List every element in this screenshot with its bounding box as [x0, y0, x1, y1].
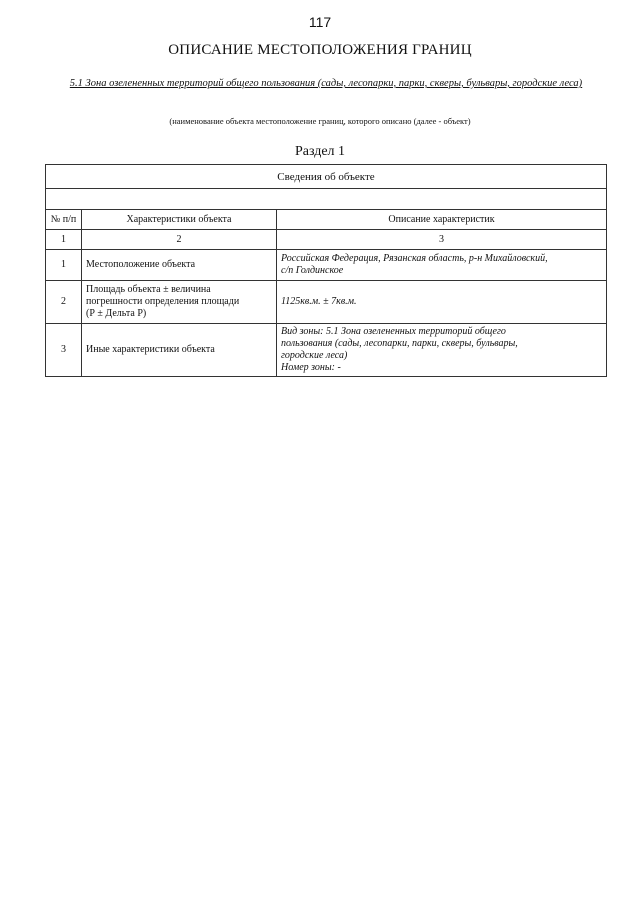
characteristic-line: (Р ± Дельта Р) [86, 308, 147, 319]
column-number-1: 1 [46, 230, 82, 250]
table-row [46, 281, 607, 324]
description-line: городские леса) [281, 350, 348, 361]
row-characteristic [82, 281, 277, 324]
object-info-table [45, 164, 607, 377]
characteristic-line: Площадь объекта ± величина [86, 284, 211, 295]
description-line: Номер зоны: - [281, 362, 341, 373]
table-empty-row [46, 189, 607, 210]
row-description [277, 324, 607, 377]
table-row [46, 324, 607, 377]
table-row [46, 250, 607, 281]
description-line: 1125кв.м. ± 7кв.м. [281, 296, 357, 307]
column-number-row [46, 230, 607, 250]
description-line: Вид зоны: 5.1 Зона озелененных территорий общего [281, 326, 506, 337]
object-caption: (наименование объекта местоположение границ, которого описано (далее - объект) [169, 116, 471, 126]
document-title: ОПИСАНИЕ МЕСТОПОЛОЖЕНИЯ ГРАНИЦ [168, 42, 472, 58]
characteristic-line: погрешности определения площади [86, 296, 240, 307]
description-line: с/п Голдинское [281, 265, 344, 276]
row-number: 3 [46, 324, 82, 377]
row-characteristic: Иные характеристики объекта [82, 324, 277, 377]
page-number: 117 [308, 14, 332, 30]
column-header-description: Описание характеристик [277, 210, 607, 230]
row-description [277, 250, 607, 281]
section-title: Раздел 1 [294, 144, 346, 159]
description-line: пользования (сады, лесопарки, парки, скверы, бульвары, [281, 338, 518, 349]
column-number-2: 2 [82, 230, 277, 250]
column-header-characteristics: Характеристики объекта [82, 210, 277, 230]
table-header: Сведения об объекте [46, 165, 607, 189]
table-empty-cell [46, 189, 607, 210]
column-header-num: № п/п [46, 210, 82, 230]
column-header-row [46, 210, 607, 230]
row-description [277, 281, 607, 324]
row-number: 1 [46, 250, 82, 281]
row-number: 2 [46, 281, 82, 324]
column-number-3: 3 [277, 230, 607, 250]
description-line: Российская Федерация, Рязанская область, р-н Михайловский, [281, 253, 548, 264]
table-header-row [46, 165, 607, 189]
object-name: 5.1 Зона озелененных территорий общего пользования (сады, лесопарки, парки, скверы, бульвары, городские леса) [69, 78, 583, 89]
row-characteristic: Местоположение объекта [82, 250, 277, 281]
